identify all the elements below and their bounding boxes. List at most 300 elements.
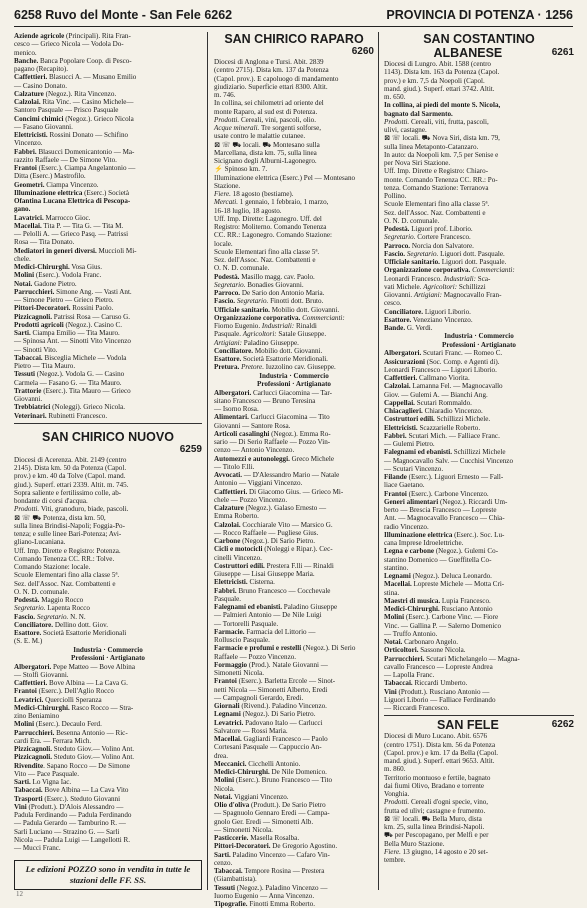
town-title-row <box>384 718 574 732</box>
text-line: Falegnami ed ebanisti. Paladino Giuseppe <box>214 603 338 612</box>
text-line: Liguori Liborio — Falliace Ferdinando <box>384 695 496 704</box>
text-line: gnolo Ger. Eredi — Simonetti Alb. <box>214 817 314 826</box>
text-line: Tessuti (Negoz.). Vodola G. — Casino <box>14 370 125 379</box>
text-line: Sarti. Ciampa Emilio — Tita Mauro. <box>14 329 120 337</box>
text-line: Cortesani Pasquale — Cappuccio An- <box>214 743 322 752</box>
column-1 <box>14 32 202 890</box>
text-line: km. 25, sulla linea Brindisi-Napoli. <box>384 823 485 832</box>
column-divider <box>378 32 379 890</box>
text-line: m. 860. <box>384 765 406 774</box>
text-line: cesco — Grieco Nicola — Vodola Do- <box>14 40 124 49</box>
page-footer-mark: 12 <box>16 890 23 898</box>
text-line: Scuole Elementari fino alla classe 5ª. <box>14 571 120 580</box>
text-line: cavallo Francesco — Lopreste Andrea <box>384 662 493 671</box>
text-line: Vonghia. <box>384 790 410 799</box>
text-line: Pizzicagnoli. Patrissi Rosa — Caruso G. <box>14 312 131 321</box>
town-officials <box>14 596 202 646</box>
text-line: Calzature (Negoz.). Galaso Ernesto — <box>214 504 327 513</box>
text-line: — Sinotti Vito. <box>14 345 58 354</box>
text-line: chele — Pozzo Vincenzo. <box>214 495 288 504</box>
text-line: Fabbri. Scutari Mich. — Falliace Franc. <box>384 431 500 440</box>
text-line: Pollino. <box>384 192 407 200</box>
text-line: Tabaccai. Bove Albina — La Cava Vito <box>14 786 129 795</box>
text-line: Giovanni. Artigiani: Magnocavallo Fran- <box>384 291 502 299</box>
listing-entries <box>384 349 574 712</box>
text-line: Iuorno Eugenio — Anna Vincenzo. <box>214 891 315 900</box>
text-line: Legnami (Negoz.). Di Sario Pietro. <box>214 710 316 719</box>
text-line: Ofantina Lucana Elettrica di Pescopa- <box>14 197 131 205</box>
text-line: — Lapolla Franc. <box>384 671 435 680</box>
town-number: 6260 <box>351 46 374 57</box>
text-line: Medici-Chirurghi. Vosa Gius. <box>14 263 103 271</box>
text-line: O. N. D. comunale. <box>14 587 70 596</box>
text-line: Pietro — Tita Mauro. <box>14 362 76 370</box>
text-line: Uff. Imp. Dirette e Registro: Chiaro- <box>384 167 489 176</box>
text-line: Calzolai. Lamanna Fel. — Magnocavallo <box>384 382 503 391</box>
town-description <box>384 732 574 864</box>
town-number: 6259 <box>179 443 202 455</box>
text-line: — Truffo Antonio. <box>384 629 438 638</box>
text-line: Cicli e motocicli (Noleggi e Ripar.). Cec- <box>214 545 333 554</box>
text-line: Fabbri. Blasucci Domenicantonio — Ma- <box>14 147 135 156</box>
text-line: Tessuti (Negoz.). Paladino Vincenzo — <box>214 883 328 892</box>
text-line: Segretario. Lapenta Rocco <box>14 604 90 613</box>
text-line: prov.) e km. 40 da Tolve (Capol. mand. <box>14 472 126 481</box>
text-line: Falegnami ed ebanisti. Schillizzi Michele <box>384 448 506 457</box>
text-line: Costruttori edili. Prestera F.lli — Rinaldi <box>214 561 334 570</box>
listing-entries <box>214 389 374 908</box>
text-line: Medici-Chirurghi. De Nile Domenico. <box>214 768 327 777</box>
text-line: Prodotti. Cereali, viti, frutta, pascoli, <box>384 117 489 126</box>
text-line: — Scutari Vincenzo. <box>384 464 444 473</box>
text-line: Aziende agricole (Principali). Rita Fran- <box>14 32 131 40</box>
text-line: Sopra saliente e fertilissimo colle, ab- <box>14 488 122 497</box>
text-line: monte Raparo, al sud est di Potenza. <box>214 107 318 116</box>
text-line: — Pelolli A. — Grieco Pasq. — Patrissi <box>14 230 129 238</box>
text-line: netti Nicola — Simonetti Alberto, Eredi <box>214 685 328 694</box>
text-line: Molini (Eserc.). Bruno Francesco — Tito <box>214 776 333 785</box>
text-line: Olio d'oliva (Produtt.). De Sario Pietro <box>214 801 326 810</box>
text-line: — Mucci Franc. <box>14 844 61 853</box>
text-line: Trasporti (Eserc.). Steduto Giovanni <box>14 794 121 803</box>
text-line: chele. <box>14 254 31 263</box>
text-line: Fascio. Segretario. Liguori dott. Pasquale. <box>384 249 505 258</box>
text-line: — Stolfi Giovanni. <box>14 670 69 679</box>
text-line: Sarli Luciano — Strazino G. — Sarli <box>14 827 120 836</box>
text-line: Vincenzo. <box>14 139 43 148</box>
text-line: Prodotti agricoli (Negoz.). Casino C. <box>14 320 123 329</box>
text-line: O. N. D. comunale. <box>384 216 440 225</box>
text-line: vati Michele. Agricoltori: Schillizzi <box>384 282 486 291</box>
text-line: Sarti. Paladino Vincenzo — Cafaro Vin- <box>214 850 330 859</box>
text-line: Automezzi e autonoleggi. Greco Michele <box>214 454 334 463</box>
town-description <box>214 58 374 273</box>
listing-entries <box>14 663 202 853</box>
text-line: Rolluscio Pasquale. <box>214 636 270 645</box>
text-line: Caffettieri. Bove Albina — La Cava G. <box>14 679 128 688</box>
text-line: Veterinari. Rubinetti Francesco. <box>14 411 108 420</box>
text-line: stantino Domenico — Gueffitella Co- <box>384 555 492 564</box>
text-line: stantino. <box>384 563 409 572</box>
text-line: Parrucchieri. Scutari Michelangelo — Magna- <box>384 654 520 663</box>
text-line: Mercati. 1 gennaio, 1 febbraio, 1 marzo, <box>214 198 329 207</box>
text-line: Albergatori. Carlucci Giacomina — Tar- <box>214 388 333 397</box>
town-title-part: ALBANESE <box>433 46 503 60</box>
text-line: Santoro Pasquale — Prisco Pasquale <box>14 106 119 115</box>
text-line: Elettricisti. Rossini Donato — Schifino <box>14 131 129 139</box>
text-line: Formaggio (Prod.). Natale Giovanni — <box>214 660 328 669</box>
text-line: Stazione. <box>214 181 241 190</box>
text-line: Notai. Viggiani Vincenzo. <box>214 792 289 801</box>
text-line: ⛟ per Pescopagano, per Melfi e per <box>384 831 489 840</box>
text-line: liace Gaetano. <box>384 481 425 490</box>
text-line: (centro 1751). Dista km. 56 da Potenza <box>384 740 496 749</box>
text-line: Parrucchieri. Besenna Antonio — Ric- <box>14 728 128 737</box>
text-line: Salvatore — Rossi Maria. <box>214 726 288 735</box>
text-line: In collina, ai piedi del monte S. Nicola, <box>384 101 501 110</box>
column-2 <box>214 32 374 908</box>
text-line: Parroco. De Sario don Antonio Maria. <box>214 289 325 297</box>
text-line: Assicurazioni (Soc. Comp. e Agenti di). <box>384 357 500 366</box>
text-line: In collina, sei chilometri ad oriente del <box>214 99 324 108</box>
text-line: — Simonetti Nicola. <box>214 825 273 834</box>
text-line: Tabaccai. Bisceglia Michele — Vodola <box>14 353 127 362</box>
text-line: (S. E. M.) <box>14 637 43 646</box>
text-line: Nicola. <box>214 784 235 793</box>
text-line: Raffaele — Pozzo Vincenzo. <box>214 652 297 661</box>
header-right: PROVINCIA DI POTENZA · 1256 <box>386 8 573 22</box>
text-line: Organizzazione corporativa. Commercianti: <box>384 266 515 275</box>
text-line: giudiziario. Superficie ettari 8300. Altit. <box>214 82 328 91</box>
text-line: Medici-Chirurghi. Rasco Rocco — Stra- <box>14 703 134 712</box>
text-line: Segretario. Bonadies Giovanni. <box>214 280 304 289</box>
text-line: — Tortorelli Pasquale. <box>214 619 279 628</box>
text-line: Giornali (Rivend.). Paladino Vincenzo. <box>214 702 327 711</box>
text-line: bondante di corsi d'acqua. <box>14 497 88 505</box>
text-line: Pasticcerie. Masella Rosalba. <box>214 834 300 843</box>
text-line: tenza; e sulle linee Bari-Potenza; Avi- <box>14 530 122 538</box>
town-officials <box>384 225 574 332</box>
text-line: Vito — Pace Pasquale. <box>14 769 79 778</box>
text-line: Acque minerali. Tre sorgenti solforse, <box>214 124 322 132</box>
text-line: Antonio — Viggiani Vincenzo. <box>214 479 303 488</box>
text-line: m. 746. <box>214 91 236 99</box>
text-line: prov.) e km. 7,5 da Noepoli (Capol. <box>384 76 485 85</box>
town-title: SAN FELE <box>436 718 499 733</box>
text-line: Fascio. Segretario. Finotti dott. Bruto. <box>214 297 324 306</box>
text-line: — Campagnoli Gerardo, Eredi. <box>214 693 304 702</box>
text-line: Notai. Carbonaro Angelo. <box>384 638 459 647</box>
text-line: ulivi, castagne. <box>384 126 427 134</box>
text-line: Trattorie (Eserc.). Tita Mauro — Grieco <box>14 386 131 395</box>
text-line: Molini (Eserc.). Carbone Vinc. — Fiore <box>384 613 499 622</box>
text-line: Parrucchieri. Simone Ang. — Vasti Ant. <box>14 287 132 296</box>
text-line: Rivendite. Sapano Rocco — De Simone <box>14 761 130 770</box>
text-line: Padula Ferdinando — Padula Ferdinando <box>14 811 132 820</box>
text-line: Legnami (Negoz.). Deluca Leonardo. <box>384 572 492 581</box>
text-line: cinelli Vincenzo. <box>214 553 262 562</box>
text-line: Fabbri. Bruno Francesco — Cocchevale <box>214 586 331 595</box>
text-line: Generi alimentari (Negoz.). Riccardi Um- <box>384 497 508 506</box>
text-line: Uff. Imp. Dirette e Registro: Potenza. <box>14 546 121 555</box>
text-line: Prodotti. Viti, granoduro, biade, pascoli. <box>14 505 129 514</box>
text-line: cesco. <box>384 299 402 308</box>
column-3 <box>384 32 574 890</box>
text-line: Giovanni — Santore Rosa. <box>214 421 291 430</box>
text-line: Trebbiatrici (Noleggi). Grieco Nicola. <box>14 403 126 412</box>
text-line: Macellai. Tita P. — Tita G. — Tita M. <box>14 221 124 230</box>
text-line: giud.). Superf. ettari 2339. Altit. m. 745. <box>14 480 129 489</box>
text-line: In auto: da Noepoli km. 7,5 per Senise e <box>384 150 499 159</box>
text-line: — Padula Gerardo — Tamburino R. — <box>14 819 126 828</box>
text-line: Esattore. Veneziano Vincenzo. <box>384 315 473 324</box>
text-line: Conciliatore. Mobilio dott. Giovanni. <box>214 346 323 355</box>
text-line: Frantoi (Eserc.). Carbone Vincenzo. <box>384 489 489 498</box>
text-line: Mediatori in generi diversi. Muccioli Mi- <box>14 246 137 255</box>
text-line: Registro: Moliterno. Comando Tenenza <box>214 223 327 231</box>
text-line: Notai. Gadone Pietro. <box>14 279 77 288</box>
text-line: Giuseppe — Lisai Giuseppe Maria. <box>214 570 315 579</box>
text-line: Vini (Produtt.). Rusciano Antonio — <box>384 687 490 696</box>
text-line: Podestà. Liguori prof. Liborio. <box>384 225 473 233</box>
text-line: Comando Stazione: locale. <box>14 563 91 571</box>
text-line: Cappellai. Scutari Rommaldo. <box>384 398 472 407</box>
text-line: Concimi chimici (Negoz.). Grieco Nicola <box>14 114 134 123</box>
text-line: — Spagnuolo Gennaro Eredi — Campa- <box>214 809 330 818</box>
text-line: cenzo — Antonio Vincenzo. <box>214 446 295 455</box>
text-line: ⊠ ☏ locali. ⛟ Nova Siri, dista km. 79, <box>384 134 500 143</box>
text-line: CC. RR.: Lagonegro. Comando Stazione: <box>214 231 333 240</box>
town-description <box>384 60 574 225</box>
text-line: Pretura. Pretore. Iuzzolino cav. Giuseppe. <box>214 363 336 372</box>
text-line: Organizzazione corporativa. Commercianti: <box>214 313 345 322</box>
text-line: — Simone Pietro — Grieco Pietro. <box>14 296 114 304</box>
text-line: Pizzicagnoli. Steduto Giov.— Volino Ant. <box>14 753 135 762</box>
header-left: 6258 Ruvo del Monte - San Fele 6262 <box>14 8 233 22</box>
text-line: cardi Era. — Ferrara Mich. <box>14 736 92 745</box>
text-line: dai fiumi Olivo, Bradano e torrente <box>384 781 485 790</box>
text-line: Giov. — Gulemi A. — Bianchi Ang. <box>384 390 488 399</box>
text-line: gano. <box>14 205 31 214</box>
text-line: Molini (Eserc.). Decaulo Ferd. <box>14 720 102 729</box>
text-line: Vinc. — Gallina P. — Salerno Domenico <box>384 621 501 630</box>
text-line: Bande. G. Verdi. <box>384 324 433 332</box>
sub-heading: Professioni · Artigianato <box>257 380 331 389</box>
text-line: Marcellana, dista km. 75, sulla linea <box>214 148 317 157</box>
sub-heading: Professioni · Artigianato <box>71 654 145 663</box>
text-line: — Casino Donato. <box>14 81 68 90</box>
town-description <box>14 456 202 596</box>
text-line: (Capol. prov.) e km. 17 da Bella (Capol. <box>384 748 498 757</box>
town-officials <box>214 273 374 372</box>
text-line: cana Imprese Idroelettriche. <box>384 539 464 548</box>
text-line: Frantoi (Eserc.). Barletta Ercole — Sinot- <box>214 677 336 686</box>
text-line: Pizzicagnoli. Steduto Giov.— Volino Ant. <box>14 745 135 754</box>
text-line: Costruttori edili. Schillizzi Michele. <box>384 415 491 424</box>
text-line: 1143). Dista km. 163 da Potenza (Capol. <box>384 68 500 77</box>
text-line: menico. <box>14 48 37 57</box>
text-line: Alimentari. Carlucci Giacomina — Tito <box>214 413 330 422</box>
text-line: stina. <box>384 588 400 597</box>
text-line: Tabaccai. Tempore Rosina — Prestera <box>214 867 325 876</box>
text-line: Artigiani: Paladino Giuseppe. <box>214 338 299 347</box>
text-line: Caffettieri. Callmano Viorita. <box>384 374 470 383</box>
text-line: Diocesi di Anglona e Tursi. Abit. 2839 <box>214 58 324 66</box>
text-line: (Capol. prov.). E capoluogo di mandamento <box>214 74 339 83</box>
text-line: per Nova Siri Stazione. <box>384 159 451 167</box>
text-line: Emma Roberto. <box>214 512 259 521</box>
text-line: Illuminazione elettrica (Eserc.). Soc. Lu- <box>384 530 505 539</box>
section-divider <box>384 715 574 716</box>
text-line: Molini (Eserc.). Vodola Franc. <box>14 271 102 280</box>
text-line: Illuminazione elettrica (Eserc.) Pel — Montesano <box>214 173 356 182</box>
text-line: Sez. dell'Assoc. Naz. Combattenti e <box>384 208 486 217</box>
text-line: tembre. <box>384 856 406 865</box>
text-line: locale. <box>214 239 233 248</box>
text-line: Elettricisti. Cisterna. <box>214 578 275 587</box>
text-line: Carbone (Negoz.). Di Sario Pietro. <box>214 537 316 546</box>
text-line: Fiere. 18 agosto (bestiame). <box>214 190 294 198</box>
text-line: — Rocco Raffaele — Pugliese Gius. <box>214 528 319 537</box>
text-line: ⊠ ☏ ⛟ locali. ⛟ Montesano sulla <box>214 140 320 149</box>
text-line: Sez. dell'Assoc. Naz. Combattenti e <box>14 579 116 588</box>
text-line: — Gulemi Pietro. <box>384 440 435 449</box>
text-line: Medici-Chirurghi. Rusciano Antonio <box>384 605 493 614</box>
text-line: Calzolai. Rita Vinc. — Casino Michele— <box>14 98 134 106</box>
text-line: Caffettieri. Di Giacomo Gius. — Grieco Mi- <box>214 487 344 496</box>
text-line: O. N. D. comunale. <box>214 264 270 273</box>
sub-heading: Industria · Commercio <box>73 645 143 654</box>
text-line: Fiere. 13 giugno, 14 agosto e 20 set- <box>384 847 488 856</box>
text-line: Banche. Banca Popolare Coop. di Pesco- <box>14 56 132 65</box>
text-line: ⚡ Spinoso km. 7. <box>214 165 268 174</box>
text-line: Sarti. Lo Vigna Iac. <box>14 778 72 787</box>
text-line: Pasquale. <box>214 594 241 603</box>
text-line: Conciliatore. Dellino dott. Giov. <box>14 620 108 629</box>
text-line: Diocesi di Lungro. Abit. 1588 (centro <box>384 60 491 68</box>
text-line: Farmacie. Farmacia del Littorio — <box>214 627 316 636</box>
text-line: (centro 2715). Dista km. 137 da Potenza <box>214 66 329 75</box>
text-line: Podestà. Maggio Rocco <box>14 596 84 604</box>
sub-heading: Industria · Commercio <box>259 371 329 380</box>
text-line: Tabaccai. Riccardi Umberto. <box>384 679 468 688</box>
text-line: Avvocati. — D'Alessandro Mario — Natale <box>214 471 340 480</box>
text-line: 16-18 luglio, 18 agosto. <box>214 206 282 215</box>
text-line: Filande (Eserc.). Liguori Ernesto — Fall- <box>384 473 504 482</box>
text-line: Chiacaglieri. Chiaradio Vincenzo. <box>384 407 483 416</box>
text-line: Calzature (Negoz.). Rita Vincenzo. <box>14 89 117 98</box>
text-line: Pittori-Decoratori. De Gregorio Agostino. <box>214 842 338 851</box>
town-title: SAN CHIRICO NUOVO <box>42 429 174 444</box>
text-line: Albergatori. Pepe Matteo — Bove Albina <box>14 662 135 671</box>
text-line: Legna e carbone (Negoz.). Gulemi Co- <box>384 547 499 556</box>
text-line: Simonetti Nicola. <box>214 669 265 678</box>
text-line: Ufficiale sanitario. Mobilio dott. Giovanni. <box>214 305 340 314</box>
text-line: Scuole Elementari fino alla classe 5ª. <box>214 247 320 256</box>
text-line: Pittori-Decoratori. Rossini Paolo. <box>14 304 114 313</box>
text-line: Levatrici. Padovano Italo — Carlucci <box>214 718 323 727</box>
text-line: Geometri. Ciampa Vincenzo. <box>14 180 99 189</box>
text-line: — Riccardi Francesco. <box>384 704 450 713</box>
sub-heading: Professioni · Artigianato <box>442 340 516 349</box>
section-divider <box>14 423 202 424</box>
text-line: Ditta (Eserc.) Mastrofilo. <box>14 172 86 181</box>
text-line: Illuminazione elettrica (Eserc.) Società <box>14 188 130 197</box>
text-line: drea. <box>214 751 228 760</box>
text-line: Calzolai. Cocchiarale Vito — Marsico G. <box>214 520 333 529</box>
text-line: Articoli casalinghi (Negoz.). Emma Ro- <box>214 429 331 438</box>
text-line: Uff. Imp. Dirette: Lagonegro. Uff. del <box>214 214 322 223</box>
town-title-line2 <box>384 46 574 60</box>
text-line: Tipografie. Finotti Emma Roberto. <box>214 900 315 908</box>
text-line: Elettricisti. Scazzarielle Roberto. <box>384 423 481 432</box>
text-line: Meccanici. Cicchelli Antonio. <box>214 759 301 768</box>
text-line: Conciliatore. Liguori Liborio. <box>384 307 471 316</box>
text-line: Leonardi Francesco — Liguori Liborio. <box>384 365 497 374</box>
town-number: 6261 <box>551 47 574 58</box>
text-line: Orticoltori. Sassone Nicola. <box>384 646 466 655</box>
text-line: Sez. dell'Assoc. Naz. Combattenti e <box>214 256 316 264</box>
text-line: Esattore. Società Esattorie Meridionali. <box>214 355 328 363</box>
text-line: Ant. — Magnocavallo Francesco — Chia- <box>384 514 505 523</box>
text-line: zino Beniamino <box>14 712 60 721</box>
text-line: ⊠ ☏ ⛟ Potenza, dista km. 50, <box>14 513 106 522</box>
text-line: Caffettieri. Blasucci A. — Musano Emilio <box>14 73 137 82</box>
text-line: sitano Francesco — Bruno Teresina <box>214 396 316 405</box>
text-line: Esattore. Società Esattorie Meridionali <box>14 629 127 637</box>
text-line: Rosa — Tita Donato. <box>14 238 75 247</box>
text-line: m. 650. <box>384 93 406 101</box>
text-line: 2145). Dista km. 50 da Potenza (Capol. <box>14 464 127 472</box>
text-line: Comando Tenenza CC. RR.: Tolve. <box>14 554 115 563</box>
text-line: Podestà. Masillo magg. cav. Paolo. <box>214 272 315 281</box>
text-line: Levatrici. Querciolli Speranza <box>14 695 102 704</box>
text-line: Macellai. Lopreste Michele — Motta Cri- <box>384 580 505 589</box>
advertisement-box: Le edizioni POZZO sono in vendita in tutte le stazioni delle FF. SS. <box>14 860 202 890</box>
text-line: Nicola — Padula Luigi — Langellotti R. <box>14 835 131 844</box>
text-line: — Isorno Rosa. <box>214 405 259 414</box>
text-line: Leonardi Francesco. Industriali: Sca- <box>384 274 491 283</box>
town-title: SAN COSTANTINO <box>423 32 535 46</box>
page-header <box>14 4 573 27</box>
sub-heading: Industria · Commercio <box>444 332 514 341</box>
text-line: Bella Muro Stazione. <box>384 839 445 848</box>
text-line: gliano-Lucaniana. <box>14 538 66 547</box>
text-line: ⊠ ☏ locali. ⛟ Bella Muro, dista <box>384 814 482 823</box>
text-line: Pasquale. Agricoltori: Satale Giuseppe. <box>214 330 327 339</box>
text-line: Maestri di musica. Lupia Francesco. <box>384 596 491 605</box>
text-line: Segretario. Cortere Francesco. <box>384 233 471 242</box>
text-line: Scuole Elementari fino alla classe 5ª. <box>384 200 490 209</box>
text-line: razzito Raffaele — De Simone Vito. <box>14 155 117 164</box>
text-line: Ufficiale sanitario. Liguori dott. Pasquale. <box>384 258 507 266</box>
text-line: mand. giud.). Superf. ettari 9653. Altit. <box>384 757 495 766</box>
text-line: — Titolo F.lli. <box>214 462 255 471</box>
text-line: berto — Brescia Francesco — Lopreste <box>384 506 497 515</box>
text-line: Fiorno Eugenio. Industriali: Rinaldi <box>214 322 317 330</box>
text-line: bagnato dal Sarmento. <box>384 109 453 118</box>
text-line: usate contro le malattie cutanee. <box>214 132 306 141</box>
text-line: pagano (Recapito). <box>14 65 68 73</box>
text-line: Diocesi di Acerenza. Abit. 2149 (centro <box>14 455 127 464</box>
text-line: Prodotti. Cereali d'ogni specie, vino, <box>384 798 489 807</box>
text-line: Vini (Produtt.). D'Alois Alessandro — <box>14 802 124 811</box>
text-line: sulla linea Metaponto-Catanzaro. <box>384 142 479 151</box>
text-line: Territorio montuoso e fertile, bagnato <box>384 773 491 782</box>
text-line: Frantoi (Eserc.). Dell'Aglio Rocco <box>14 687 114 696</box>
text-line: — Magnocavallo Salv. — Cucchisi Vincenzo <box>384 456 514 465</box>
text-line: Sicignano degli Alburni-Lagonegro. <box>214 157 317 165</box>
